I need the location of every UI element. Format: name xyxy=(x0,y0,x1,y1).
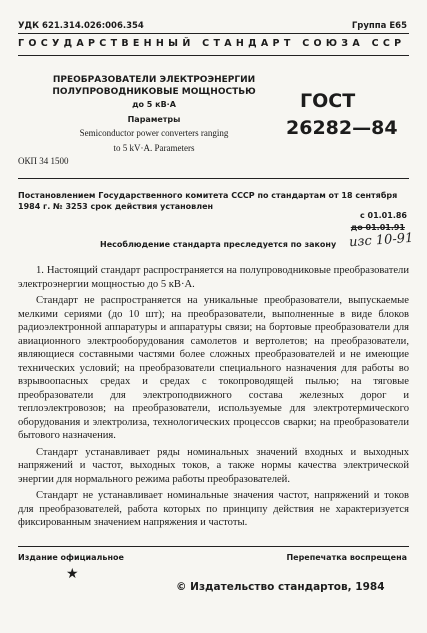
decree-text: Постановлением Государственного комитета СССР по стандартам от 18 сентября 1984 г. № 3253 срок действия установлен xyxy=(18,191,398,211)
title-line-2: ПОЛУПРОВОДНИКОВЫЕ МОЩНОСТЬЮ xyxy=(52,87,256,97)
title-english-2: to 5 kV·A. Parameters xyxy=(113,143,195,153)
decree-divider xyxy=(18,178,409,179)
gost-label: ГОСТ xyxy=(300,90,356,112)
okp-code: ОКП 34 1500 xyxy=(18,156,69,166)
udk-code: УДК 621.314.026:006.354 xyxy=(18,21,144,31)
expiry-date-struck: до 01.01.91 xyxy=(350,223,405,232)
handwritten-note: изс 10-91 xyxy=(348,230,414,251)
copyright-notice: © Издательство стандартов, 1984 xyxy=(176,581,385,593)
title-line-3: до 5 кВ·А xyxy=(132,100,176,109)
official-edition-label: Издание официальное xyxy=(18,553,124,562)
standard-banner: ГОСУДАРСТВЕННЫЙ СТАНДАРТ СОЮЗА ССР xyxy=(18,38,406,49)
effective-date: с 01.01.86 xyxy=(359,211,407,220)
gost-number: 26282—84 xyxy=(286,117,398,139)
body-text xyxy=(18,264,409,533)
paragraph-exclusions: Стандарт не распространяется на уникальные преобразователи, выпускаемые мелкими сериями (до 10 шт); на преобразователи, выполненные в виде блоков радиоэлектронной аппаратуры и аппаратуры связи; на бортовые преобразователи для авиационного электрооборудования самолетов и вертолетов; на преобразователи, являющиеся составными частями более сложных преобразователей и не имеющие технических условий; на преобразователи специального назначения для работы во взрывоопасных средах и средах с токопроводящей пылью; на тяговые преобразователи для электроподвижного состава железных дорог и теплоэлектровозов; на преобразователи, используемые для электротермического оборудования и электролиза, технологических процессов сварки; на преобразователи бытового назначения. xyxy=(18,295,409,441)
title-block xyxy=(44,74,264,154)
legal-warning: Несоблюдение стандарта преследуется по закону xyxy=(100,240,337,249)
star-icon: ★ xyxy=(66,567,79,582)
title-params: Параметры xyxy=(127,115,181,124)
reprint-prohibited-label: Перепечатка воспрещена xyxy=(286,553,407,562)
footer-divider xyxy=(18,546,409,547)
paragraph-scope: 1. Настоящий стандарт распространяется на полупроводниковые преобразователи электроэнергии мощностью до 5 кВ·А. xyxy=(18,265,409,290)
paragraph-not-established: Стандарт не устанавливает номинальные значения частот, напряжений и токов для преобразователей, работа которых по принципу действия не характеризуется фиксированным значением напряжения и частоты. xyxy=(18,490,409,528)
title-line-1: ПРЕОБРАЗОВАТЕЛИ ЭЛЕКТРОЭНЕРГИИ xyxy=(52,75,256,85)
paragraph-establishes: Стандарт устанавливает ряды номинальных значений входных и выходных напряжений и частот, выходных токов, а также нормы качества электрической энергии для нормального режима работы преобразователей. xyxy=(18,446,409,485)
top-divider xyxy=(18,33,409,34)
group-code: Группа Е65 xyxy=(351,21,407,31)
title-english-1: Semiconductor power converters ranging xyxy=(79,128,229,138)
banner-divider xyxy=(18,55,409,56)
